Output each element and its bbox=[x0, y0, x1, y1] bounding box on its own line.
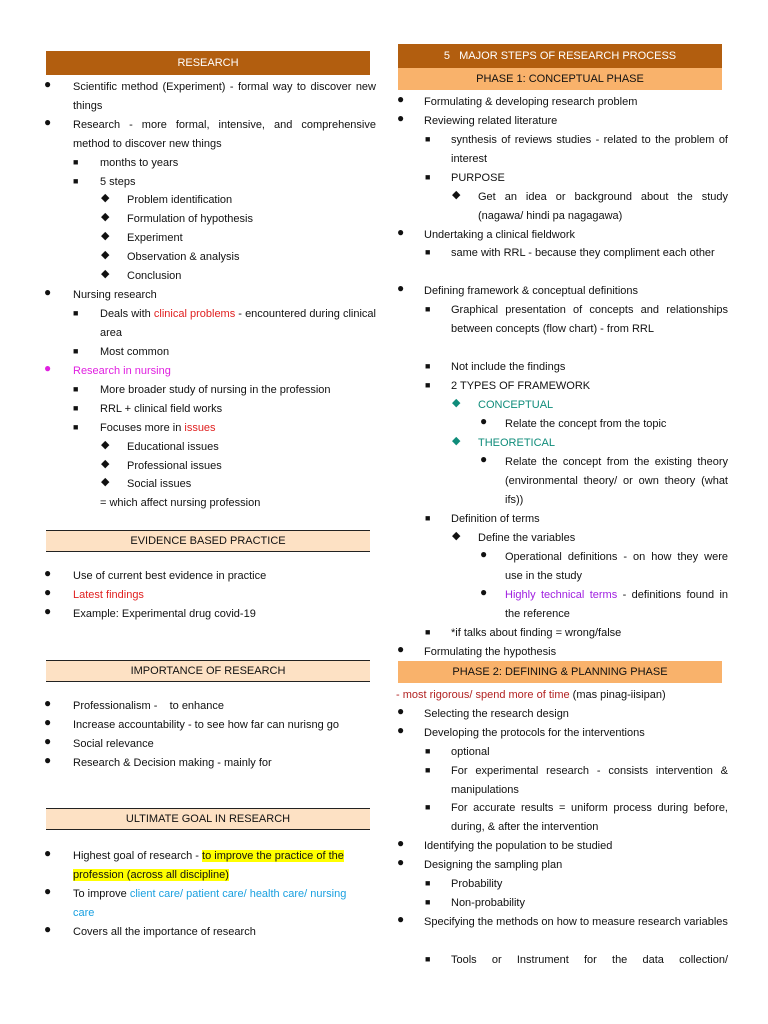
bullet-icon: ● bbox=[480, 547, 488, 561]
diamond-bullet-icon: ◆ bbox=[101, 268, 110, 280]
square-bullet-icon: ■ bbox=[73, 346, 79, 356]
bullet-icon: ● bbox=[397, 836, 405, 850]
square-bullet-icon: ■ bbox=[425, 878, 431, 888]
square-bullet-icon: ■ bbox=[73, 384, 79, 394]
bullet-icon: ● bbox=[397, 642, 405, 656]
bullet-icon: ● bbox=[44, 566, 52, 580]
bullet-icon: ● bbox=[397, 723, 405, 737]
bullet-icon: ● bbox=[44, 604, 52, 618]
square-bullet-icon: ■ bbox=[73, 157, 79, 167]
diamond-bullet-icon: ◆ bbox=[101, 230, 110, 242]
bullet-icon: ● bbox=[44, 884, 52, 898]
bullet-icon: ● bbox=[44, 846, 52, 860]
ebp-header: EVIDENCE BASED PRACTICE bbox=[46, 530, 370, 552]
bullet-icon: ● bbox=[44, 922, 52, 936]
bullet-icon: ● bbox=[44, 734, 52, 748]
bullet-icon: ● bbox=[44, 696, 52, 710]
bullet-icon: ● bbox=[480, 452, 488, 466]
square-bullet-icon: ■ bbox=[425, 172, 431, 182]
square-bullet-icon: ■ bbox=[425, 380, 431, 390]
bullet-icon: ● bbox=[397, 111, 405, 125]
bullet-icon: ● bbox=[480, 414, 488, 428]
diamond-bullet-icon: ◆ bbox=[452, 397, 461, 409]
bullet-icon: ● bbox=[397, 704, 405, 718]
diamond-bullet-icon: ◆ bbox=[101, 476, 110, 488]
importance-header: IMPORTANCE OF RESEARCH bbox=[46, 660, 370, 682]
square-bullet-icon: ■ bbox=[425, 361, 431, 371]
square-bullet-icon: ■ bbox=[425, 802, 431, 812]
diamond-bullet-icon: ◆ bbox=[101, 249, 110, 261]
bullet-icon: ● bbox=[44, 115, 52, 129]
square-bullet-icon: ■ bbox=[73, 176, 79, 186]
square-bullet-icon: ■ bbox=[425, 247, 431, 257]
square-bullet-icon: ■ bbox=[73, 403, 79, 413]
major-steps-header: 5 MAJOR STEPS OF RESEARCH PROCESS bbox=[398, 44, 722, 68]
bullet-icon: ● bbox=[397, 92, 405, 106]
bullet-icon: ● bbox=[397, 281, 405, 295]
bullet-icon: ● bbox=[44, 77, 52, 91]
square-bullet-icon: ■ bbox=[425, 627, 431, 637]
bullet-icon: ● bbox=[397, 225, 405, 239]
square-bullet-icon: ■ bbox=[425, 134, 431, 144]
ultimate-goal-header: ULTIMATE GOAL IN RESEARCH bbox=[46, 808, 370, 830]
phase2-header: PHASE 2: DEFINING & PLANNING PHASE bbox=[398, 661, 722, 683]
diamond-bullet-icon: ◆ bbox=[452, 530, 461, 542]
diamond-bullet-icon: ◆ bbox=[101, 192, 110, 204]
bullet-icon: ● bbox=[44, 753, 52, 767]
bullet-icon: ● bbox=[480, 585, 488, 599]
bullet-icon: ● bbox=[397, 855, 405, 869]
square-bullet-icon: ■ bbox=[425, 954, 431, 964]
bullet-icon: ● bbox=[44, 585, 52, 599]
square-bullet-icon: ■ bbox=[425, 304, 431, 314]
research-header: RESEARCH bbox=[46, 51, 370, 75]
diamond-bullet-icon: ◆ bbox=[452, 435, 461, 447]
bullet-icon: ● bbox=[397, 912, 405, 926]
phase1-header: PHASE 1: CONCEPTUAL PHASE bbox=[398, 68, 722, 90]
square-bullet-icon: ■ bbox=[73, 308, 79, 318]
square-bullet-icon: ■ bbox=[425, 765, 431, 775]
bullet-icon: ● bbox=[44, 361, 52, 375]
bullet-icon: ● bbox=[44, 285, 52, 299]
diamond-bullet-icon: ◆ bbox=[101, 211, 110, 223]
square-bullet-icon: ■ bbox=[425, 746, 431, 756]
square-bullet-icon: ■ bbox=[73, 422, 79, 432]
diamond-bullet-icon: ◆ bbox=[452, 189, 461, 201]
square-bullet-icon: ■ bbox=[425, 897, 431, 907]
square-bullet-icon: ■ bbox=[425, 513, 431, 523]
diamond-bullet-icon: ◆ bbox=[101, 439, 110, 451]
diamond-bullet-icon: ◆ bbox=[101, 458, 110, 470]
bullet-icon: ● bbox=[44, 715, 52, 729]
